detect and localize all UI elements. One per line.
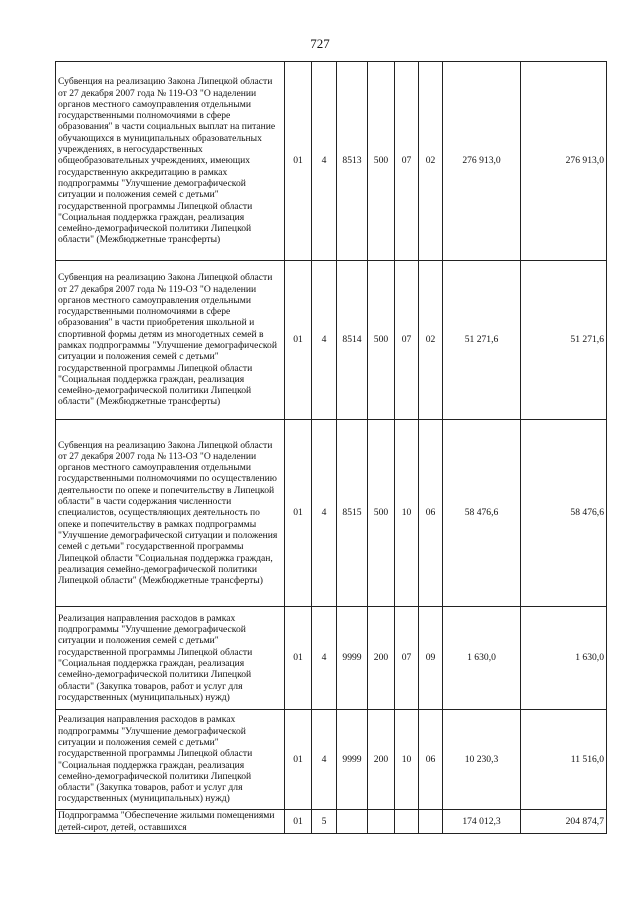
program-code: 01	[285, 810, 312, 834]
section-code: 07	[395, 261, 419, 420]
section-code: 10	[395, 420, 419, 607]
subsection-code: 09	[419, 607, 443, 710]
expense-type-code: 200	[368, 710, 395, 810]
table-row	[56, 62, 607, 261]
program-code: 01	[285, 62, 312, 261]
amount-1: 58 476,6	[443, 420, 521, 607]
direction-code: 8515	[337, 420, 368, 607]
expense-type-code: 500	[368, 62, 395, 261]
amount-1: 174 012,3	[443, 810, 521, 834]
section-code: 07	[395, 62, 419, 261]
amount-1: 276 913,0	[443, 62, 521, 261]
expense-type-code: 500	[368, 261, 395, 420]
amount-2: 204 874,7	[521, 810, 607, 834]
table-row	[56, 607, 607, 710]
section-code	[395, 810, 419, 834]
row-description: Субвенция на реализацию Закона Липецкой области от 27 декабря 2007 года № 119-ОЗ "О наделении органов местного самоуправления отдельными государственными полномочиями в сфере образования" в части социальных выплат на питание обучающихся в муниципальных образовательных учреждениях, в негосударственных общеобразовательных учреждениях, имеющих государственную аккредитацию в рамках подпрограммы "Улучшение демографической ситуации и положения семей с детьми" государственной программы Липецкой области "Социальная поддержка граждан, реализация семейно-демографической политики Липецкой области" (Межбюджетные трансферты)	[56, 62, 285, 261]
row-description: Субвенция на реализацию Закона Липецкой области от 27 декабря 2007 года № 119-ОЗ "О наделении органов местного самоуправления отдельными государственными полномочиями в сфере образования" в части приобретения школьной и спортивной формы детям из многодетных семей в рамках подпрограммы "Улучшение демографической ситуации и положения семей с детьми" государственной программы Липецкой области "Социальная поддержка граждан, реализация семейно-демографической политики Липецкой области" (Межбюджетные трансферты)	[56, 261, 285, 420]
amount-2: 276 913,0	[521, 62, 607, 261]
program-code: 01	[285, 607, 312, 710]
budget-table	[55, 61, 607, 834]
amount-2: 58 476,6	[521, 420, 607, 607]
subsection-code: 02	[419, 261, 443, 420]
direction-code	[337, 810, 368, 834]
direction-code: 9999	[337, 710, 368, 810]
expense-type-code: 200	[368, 607, 395, 710]
row-description: Реализация направления расходов в рамках подпрограммы "Улучшение демографической ситуации и положения семей с детьми" государственной программы Липецкой области "Социальная поддержка граждан, реализация семейно-демографической политики Липецкой области" (Закупка товаров, работ и услуг для государственных (муниципальных) нужд)	[56, 607, 285, 710]
amount-1: 51 271,6	[443, 261, 521, 420]
amount-2: 51 271,6	[521, 261, 607, 420]
row-description: Субвенция на реализацию Закона Липецкой области от 27 декабря 2007 года № 113-ОЗ "О наделении органов местного самоуправления отдельными государственными полномочиями по осуществлению деятельности по опеке и попечительству в Липецкой области" в части содержания численности специалистов, осуществляющих деятельность по опеке и попечительству в рамках подпрограммы "Улучшение демографической ситуации и положения семей с детьми" государственной программы Липецкой области "Социальная поддержка граждан, реализация семейно-демографической политики Липецкой области" (Межбюджетные трансферты)	[56, 420, 285, 607]
row-description: Подпрограмма "Обеспечение жилыми помещениями детей-сирот, детей, оставшихся	[56, 810, 285, 834]
row-description: Реализация направления расходов в рамках подпрограммы "Улучшение демографической ситуации и положения семей с детьми" государственной программы Липецкой области "Социальная поддержка граждан, реализация семейно-демографической политики Липецкой области" (Закупка товаров, работ и услуг для государственных (муниципальных) нужд)	[56, 710, 285, 810]
program-code: 01	[285, 420, 312, 607]
subprogram-code: 4	[312, 710, 337, 810]
amount-1: 1 630,0	[443, 607, 521, 710]
amount-2: 1 630,0	[521, 607, 607, 710]
subprogram-code: 4	[312, 62, 337, 261]
direction-code: 8514	[337, 261, 368, 420]
subsection-code: 06	[419, 420, 443, 607]
subsection-code: 02	[419, 62, 443, 261]
table-row	[56, 261, 607, 420]
amount-2: 11 516,0	[521, 710, 607, 810]
subsection-code: 06	[419, 710, 443, 810]
table-row	[56, 710, 607, 810]
page-number: 727	[310, 36, 330, 51]
subprogram-code: 4	[312, 420, 337, 607]
direction-code: 9999	[337, 607, 368, 710]
program-code: 01	[285, 261, 312, 420]
amount-1: 10 230,3	[443, 710, 521, 810]
direction-code: 8513	[337, 62, 368, 261]
subsection-code	[419, 810, 443, 834]
subprogram-code: 4	[312, 261, 337, 420]
subprogram-code: 5	[312, 810, 337, 834]
table-row	[56, 810, 607, 834]
subprogram-code: 4	[312, 607, 337, 710]
section-code: 10	[395, 710, 419, 810]
table-row	[56, 420, 607, 607]
program-code: 01	[285, 710, 312, 810]
expense-type-code: 500	[368, 420, 395, 607]
expense-type-code	[368, 810, 395, 834]
section-code: 07	[395, 607, 419, 710]
